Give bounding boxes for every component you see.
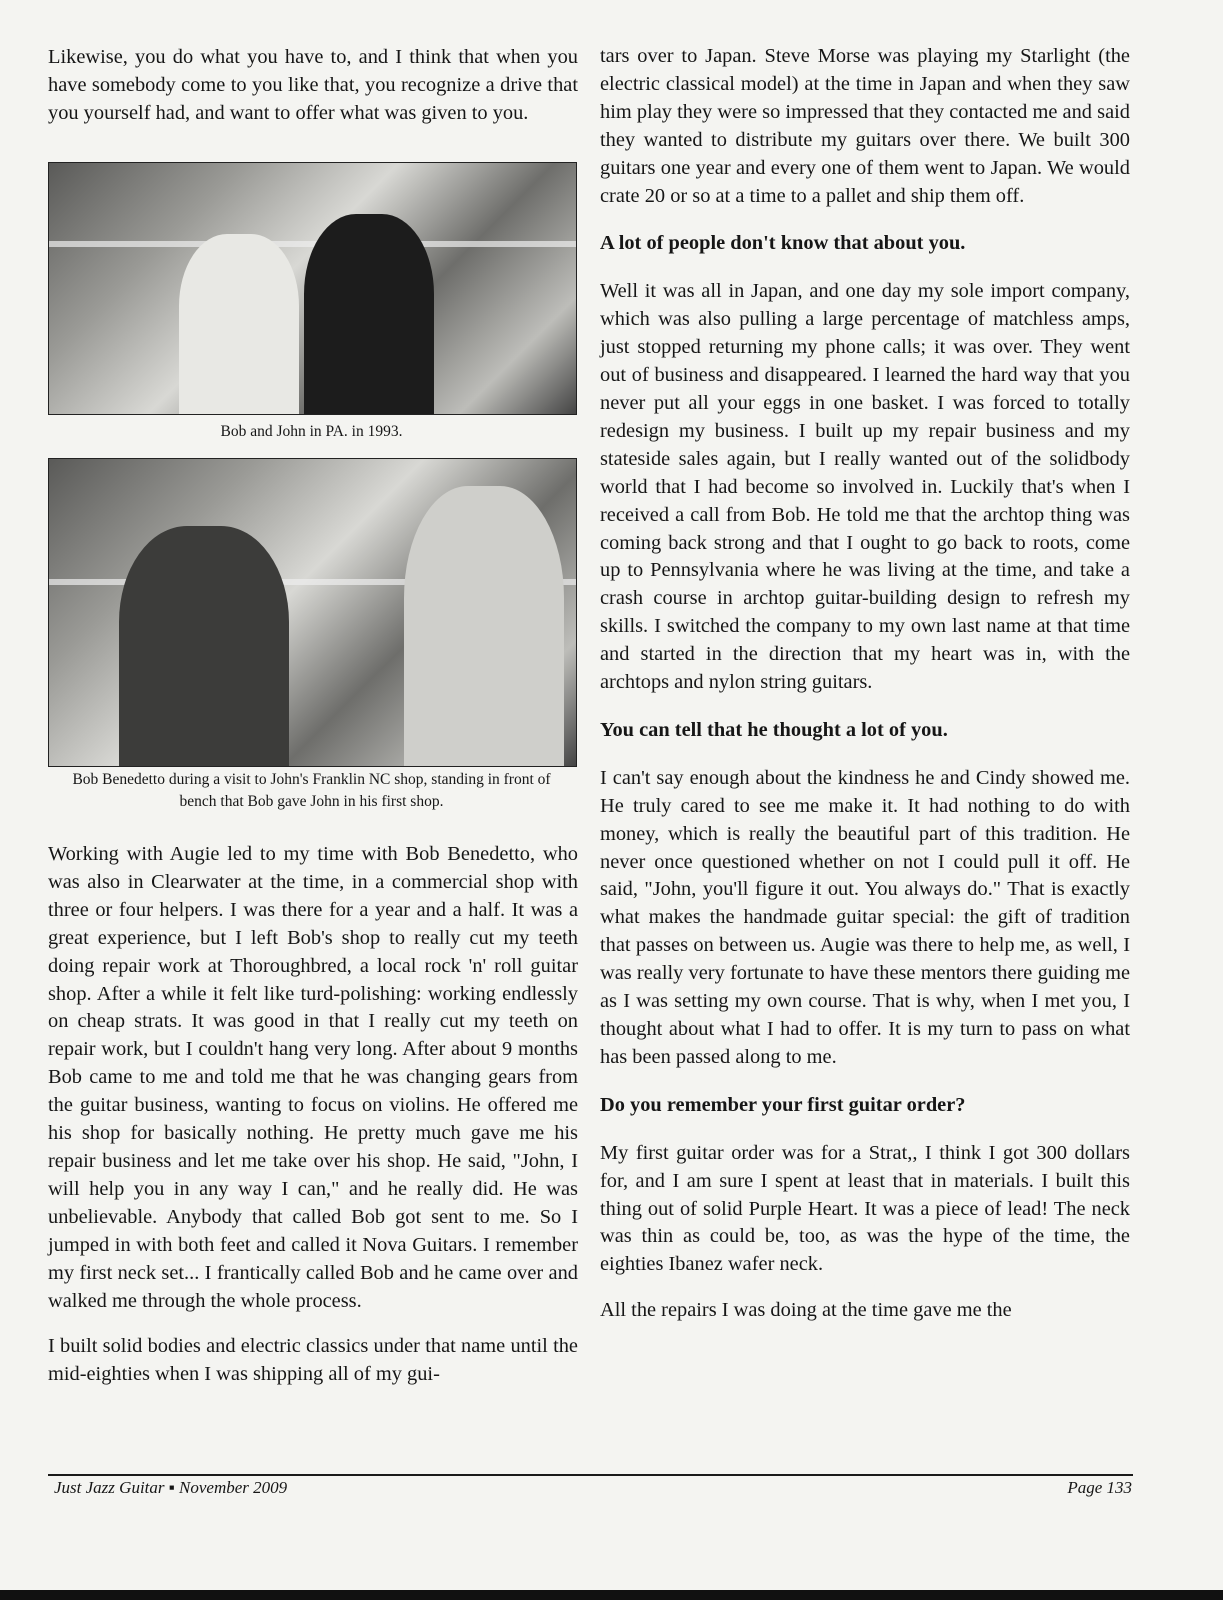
paragraph: All the repairs I was doing at the time gave me the: [600, 1299, 1012, 1322]
paragraph: Working with Augie led to my time with Bob Benedetto, who was also in Clearwater at the time, in a commercial shop with three or four helpers. I was there for a year and a half. It was a great experience, but I left Bob's shop to really cut my teeth doing repair work at Thoroughbred, a local rock 'n' roll guitar shop. After a while it felt like turd-polishing: working endlessly on cheap strats. It was good in that I really cut my teeth on repair work, but I couldn't hang very long. After about 9 months Bob came to me and told me that he was changing gears from the guitar business, wanting to focus on violins. He offered me his shop for basically nothing. He pretty much gave me his repair business and let me take over his shop. He said, "John, I will help you in any way I can," and he really did. He was unbelievable. Anybody that called Bob got sent to me. So I jumped in with both feet and called it Nova Guitars. I remember my first neck set... I frantically called Bob and he came over and walked me through the whole process.: [48, 843, 578, 1312]
question-heading: Do you remember your first guitar order?: [600, 1093, 966, 1116]
scan-edge: [0, 1590, 1223, 1600]
footer-page-number: Page 133: [1067, 1478, 1132, 1497]
photo-bob-benedetto-franklin-shop: [48, 458, 577, 767]
paragraph: Well it was all in Japan, and one day my sole import company, which was also pulling a large percentage of matchless amps, just stopped returning my phone calls; it was over. They went out of business and disappeared. I learned the hard way that you never put all your eggs in one basket. I was forced to totally redesign my business. I built up my repair business and my stateside sales again, but I really wanted out of the solidbody world that I had become so involved in. Luckily that's when I received a call from Bob. He told me that the archtop thing was coming back strong and that I ought to go back to roots, come up to Pennsylvania where he was living at the time, and take a crash course in archtop guitar-building design to refresh my skills. I switched the company to my own last name at that time and started in the direction that my heart was in, with the archtops and nylon string guitars.: [600, 280, 1130, 694]
left-column-body: [48, 841, 578, 1389]
left-column-top: [48, 44, 578, 128]
photo-bob-and-john-1993: [48, 162, 577, 415]
right-column: [600, 43, 1130, 1325]
paragraph: My first guitar order was for a Strat,, I think I got 300 dollars for, and I am sure I spent at least that in materials. I built this thing out of solid Purple Heart. It was a piece of lead! The neck was thin as could be, too, as was the hype of the time, the eighties Ibanez wafer neck.: [600, 1141, 1130, 1276]
paragraph: I can't say enough about the kindness he and Cindy showed me. He truly cared to see me make it. It had nothing to do with money, which is really the beautiful part of this tradition. He never once questioned whether on not I could pull it off. He said, "John, you'll figure it out. You always do." That is exactly what makes the handmade guitar special: the gift of tradition that passes on between us. Augie was there to help me, as well, I was really very fortunate to have these mentors there guiding me as I was setting my own course. That is why, when I met you, I thought about what I had to offer. It is my turn to pass on what has been passed along to me.: [600, 766, 1130, 1068]
question-heading: You can tell that he thought a lot of you.: [600, 718, 948, 741]
paragraph: I built solid bodies and electric classics under that name until the mid-eighties when I was shipping all of my gui-: [48, 1335, 578, 1386]
question-heading: A lot of people don't know that about you.: [600, 232, 966, 255]
footer-rule: [48, 1474, 1133, 1476]
photo2-caption: Bob Benedetto during a visit to John's Franklin NC shop, standing in front of bench that Bob gave John in his first shop.: [72, 771, 551, 810]
paragraph: tars over to Japan. Steve Morse was playing my Starlight (the electric classical model) at the time in Japan and when they saw him play they were so impressed that they contacted me and said they wanted to distribute my guitars over there. We built 300 guitars one year and every one of them went to Japan. We would crate 20 or so at a time to a pallet and ship them off.: [600, 45, 1130, 207]
intro-paragraph: Likewise, you do what you have to, and I think that when you have somebody come to you like that, you recognize a drive that you yourself had, and want to offer what was given to you.: [48, 46, 578, 124]
photo1-caption: Bob and John in PA. in 1993.: [220, 423, 403, 440]
footer-publication: Just Jazz Guitar ▪ November 2009: [54, 1478, 288, 1497]
